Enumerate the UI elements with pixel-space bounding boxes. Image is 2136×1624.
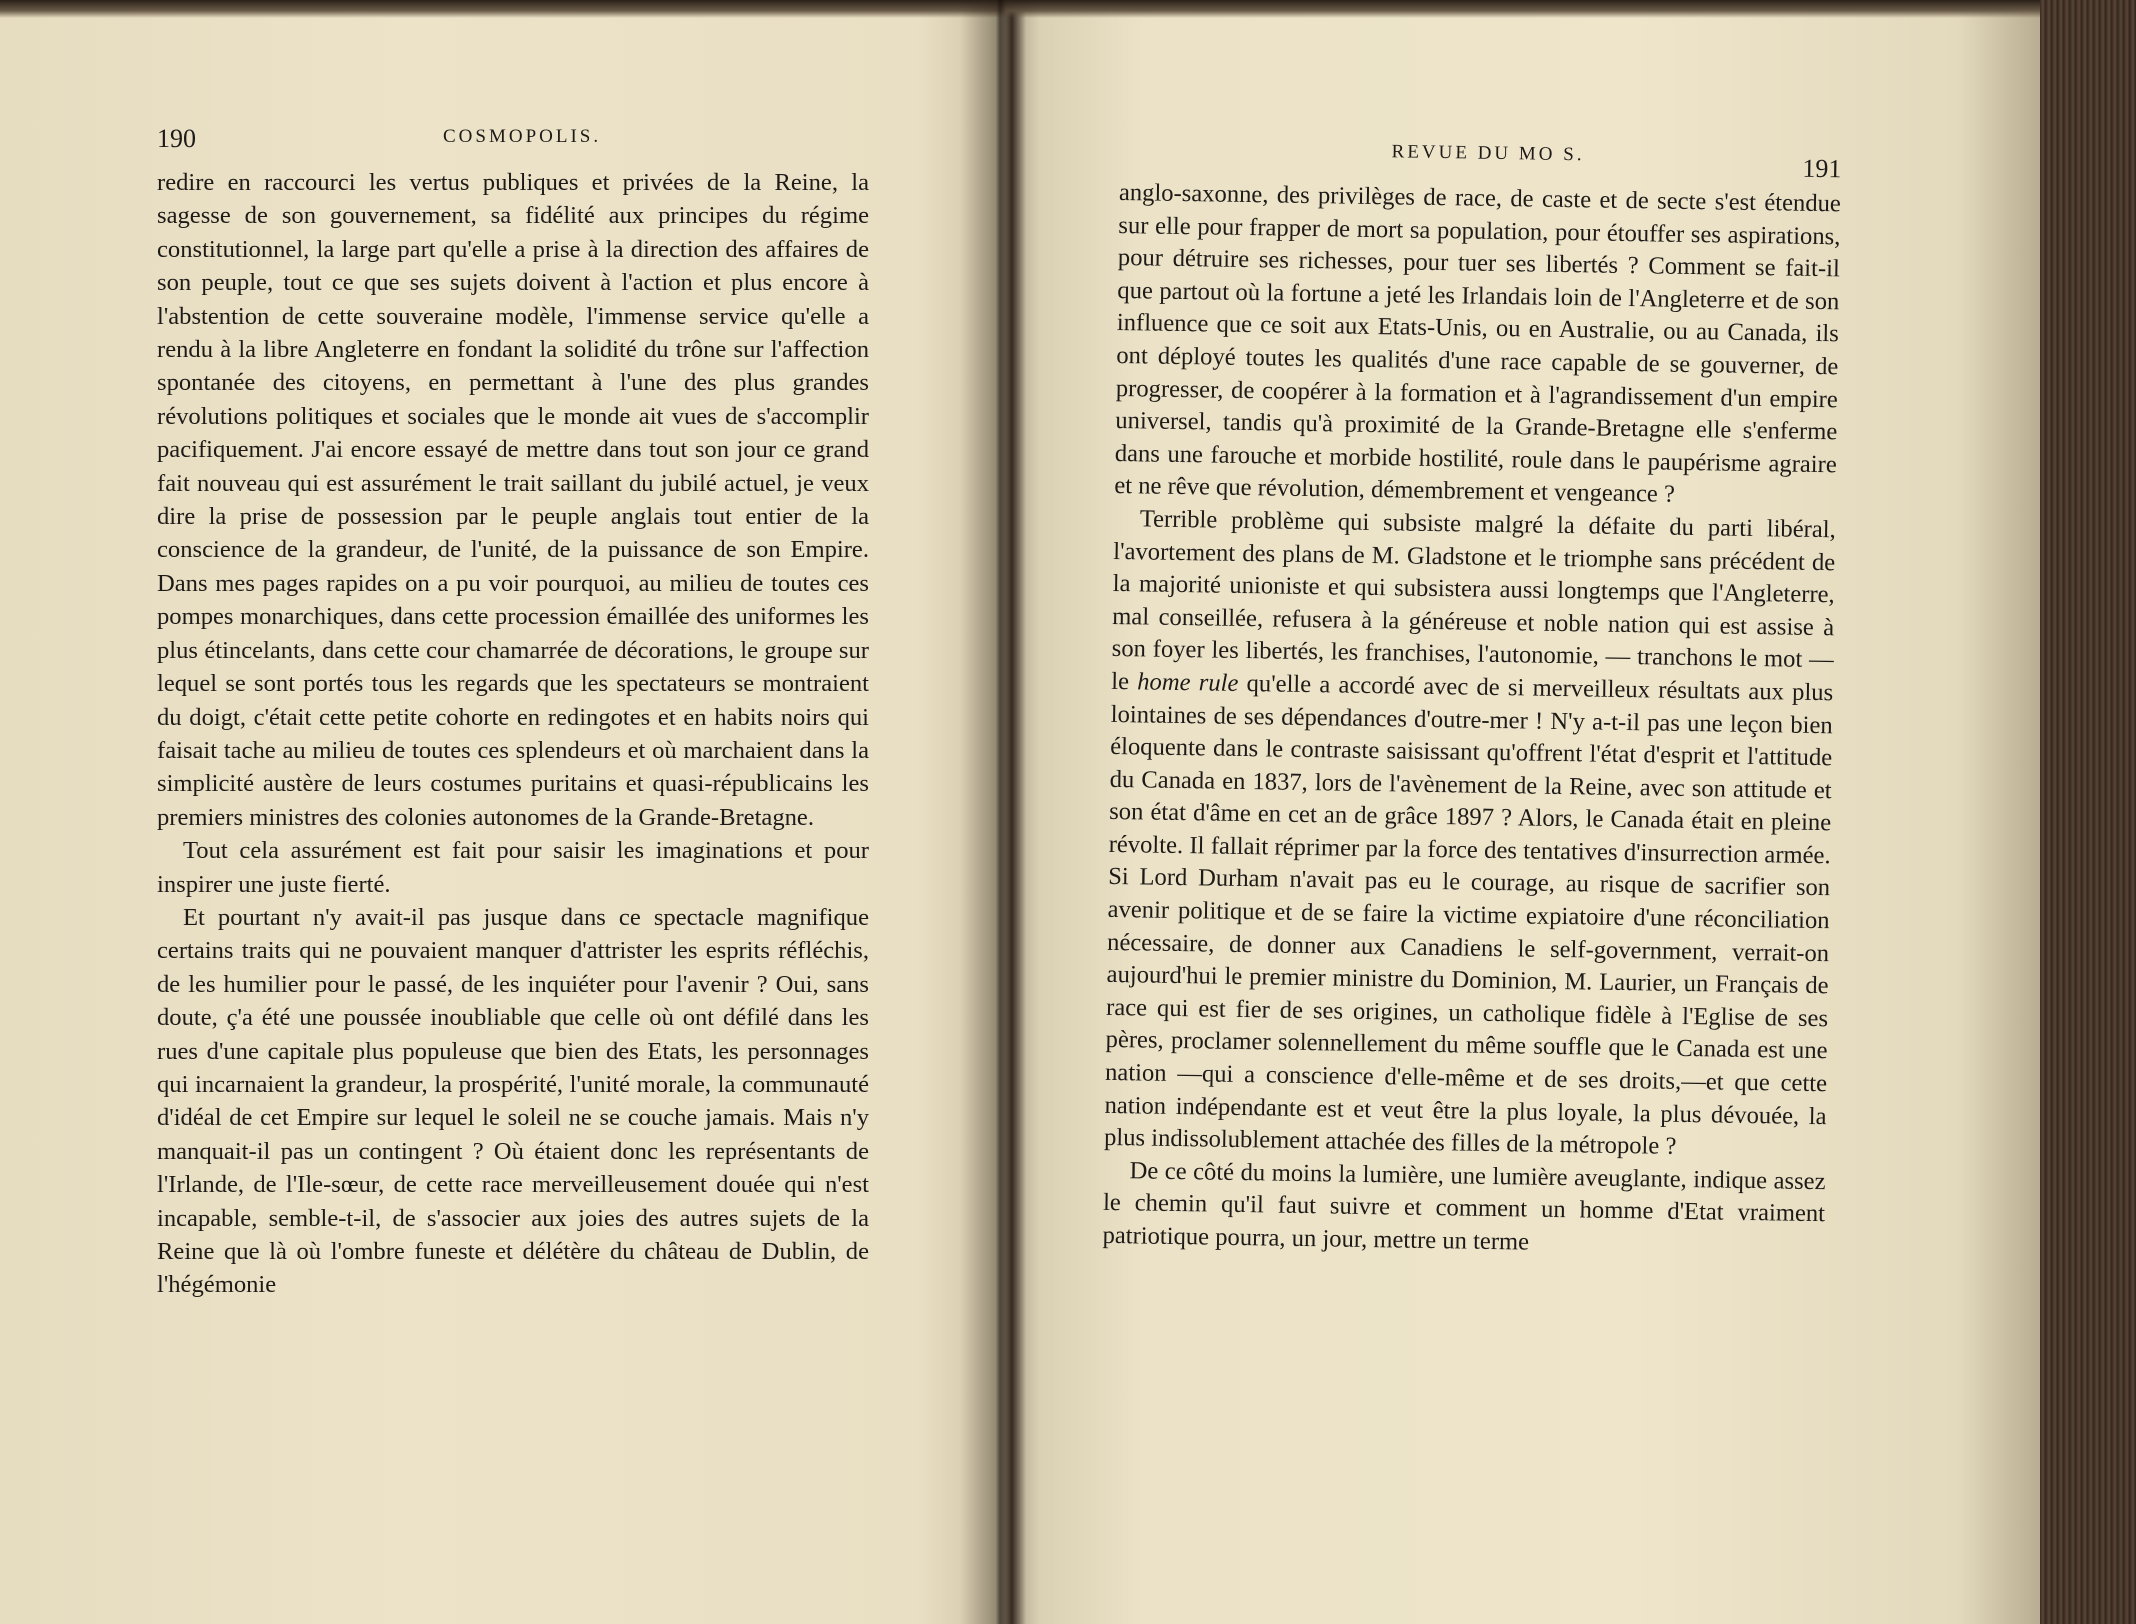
right-page [1102, 125, 1842, 1264]
paragraph [1104, 503, 1836, 1166]
right-page-body [1102, 177, 1841, 1264]
page-number: 190 [157, 124, 196, 153]
running-head: REVUE DU MO S. [1391, 141, 1585, 166]
italic-term: home rule [1137, 668, 1239, 697]
left-page-body [157, 166, 869, 1302]
paragraph: De ce côté du moins la lumière, une lumière aveuglante, indique assez le chemin qu'il faut suivre et comment un homme d'Etat vraiment patriotique pourra, un jour, mettre un terme [1102, 1157, 1826, 1256]
book-gutter [960, 0, 1040, 1624]
paragraph: redire en raccourci les vertus publiques et privées de la Reine, la sagesse de son gouvernement, sa fidélité aux principes du régime constitutionnel, la large part qu'elle a prise à la direction des affaires de son peuple, tout ce que ses sujets doivent à l'action et plus encore à l'abstention de cette souveraine modèle, l'immense service qu'elle a rendu à la libre Angleterre en fondant la solidité du trône sur l'affection spontanée des citoyens, en permettant à l'une des plus grandes révolutions politiques et sociales que le monde ait vues de s'accomplir pacifiquement. J'ai encore essayé de mettre dans tout son jour ce grand fait nouveau qui est assurément le trait saillant du jubilé actuel, je veux dire la prise de possession par le peuple anglais tout entier de la conscience de la grandeur, de l'unité, de la puissance de son Empire. Dans mes pages rapides on a pu voir pourquoi, au milieu de toutes ces pompes monarchiques, dans cette procession émaillée des uniformes les plus étincelants, dans cette cour chamarrée de décorations, le groupe sur lequel se sont portés tous les regards que les spectateurs se montraient du doigt, c'était cette petite cohorte en redingotes et en habits noirs qui faisait tache au milieu de toutes ces splendeurs et où marchaient dans la simplicité austère de leurs costumes puritains et quasi-républicains les premiers ministres des colonies autonomes de la Grande-Bretagne. [157, 169, 869, 831]
paragraph-text: Terrible problème qui subsiste malgré la défaite du parti libéral, l'avortement des plans de M. Gladstone et le triomphe sans précédent de la majorité unioniste et qui subsistera aussi longtemps que l'Angleterre, mal conseillée, refusera à la généreuse et noble nation qui est assise à son foyer les libertés, les franchises, l'autonomie, — tranchons le mot — le [1111, 505, 1836, 696]
paragraph-text: qu'elle a accordé avec de si merveilleux résultats aux plus lointaines de ses dépendances d'outre-mer ! N'y a-t-il pas une leçon bien éloquente dans le contraste saisissant qu'offrent l'état d'esprit et l'attitude du Canada en 1837, lors de l'avènement de la Reine, avec son attitude et son état d'âme en cet an de grâce 1897 ? Alors, le Canada était en pleine révolte. Il fallait réprimer par la force des tentatives d'insurrection armée. Si Lord Durham n'avait pas eu le courage, au risque de sacrifier son avenir politique et de se faire la victime expiatoire d'une réconciliation nécessaire, de donner aux Canadiens le self-government, verrait-on aujourd'hui le premier ministre du Dominion, M. Laurier, un Français de race qui est fier de ses origines, un catholique fidèle à l'Eglise de ses pères, proclamer solennellement du même souffle que le Canada est une nation —qui a conscience d'elle-même et de ses droits,—et que cette nation indépendante est et veut être la plus loyale, la plus dévouée, la plus indissolublement attachée des filles de la métropole ? [1103, 669, 1834, 1161]
page-block-edge [2040, 0, 2136, 1624]
left-page-header [157, 114, 869, 166]
paragraph: anglo-saxonne, des privilèges de race, de caste et de secte s'est étendue sur elle pour frapper de mort sa population, pour étouffer ses aspirations, pour détruire ses richesses, pour tuer ses libertés ? Comment se fait-il que partout où la fortune a jeté les Irlandais loin de l'Angleterre et de son influence que ce soit aux Etats-Unis, ou en Australie, ou au Canada, ils ont déployé toutes les qualités d'une race capable de se gouverner, de progresser, de coopérer à la formation et à l'agrandissement d'un empire universel, tandis qu'à proximité de la Grande-Bretagne elle s'enferme dans une farouche et morbide hostilité, roule dans le paupérisme agraire et ne rêve que révolution, démembrement et vengeance ? [1114, 178, 1842, 509]
page-number: 191 [1802, 153, 1842, 184]
left-page [157, 114, 869, 1302]
paragraph: Tout cela assurément est fait pour saisir les imaginations et pour inspirer une juste fierté. [157, 837, 869, 898]
paragraph: Et pourtant n'y avait-il pas jusque dans ce spectacle magnifique certains traits qui ne pouvaient manquer d'attrister les esprits réfléchis, de les humilier pour le passé, de les inquiéter pour l'avenir ? Oui, sans doute, ç'a été une poussée inoubliable que celle où ont défilé dans les rues d'une capitale plus populeuse que bien des Etats, les personnages qui incarnaient la grandeur, la prospérité, l'unité morale, la communauté d'idéal de cet Empire sur lequel le soleil ne se couche jamais. Mais n'y manquait-il pas un contingent ? Où étaient donc les représentants de l'Irlande, de l'Ile-sœur, de cette race merveilleusement douée qui n'est incapable, semble-t-il, de s'associer aux joies des autres sujets de la Reine que là où l'ombre funeste et délétère du château de Dublin, de l'hégémonie [157, 903, 869, 1299]
running-head: COSMOPOLIS. [443, 126, 602, 147]
